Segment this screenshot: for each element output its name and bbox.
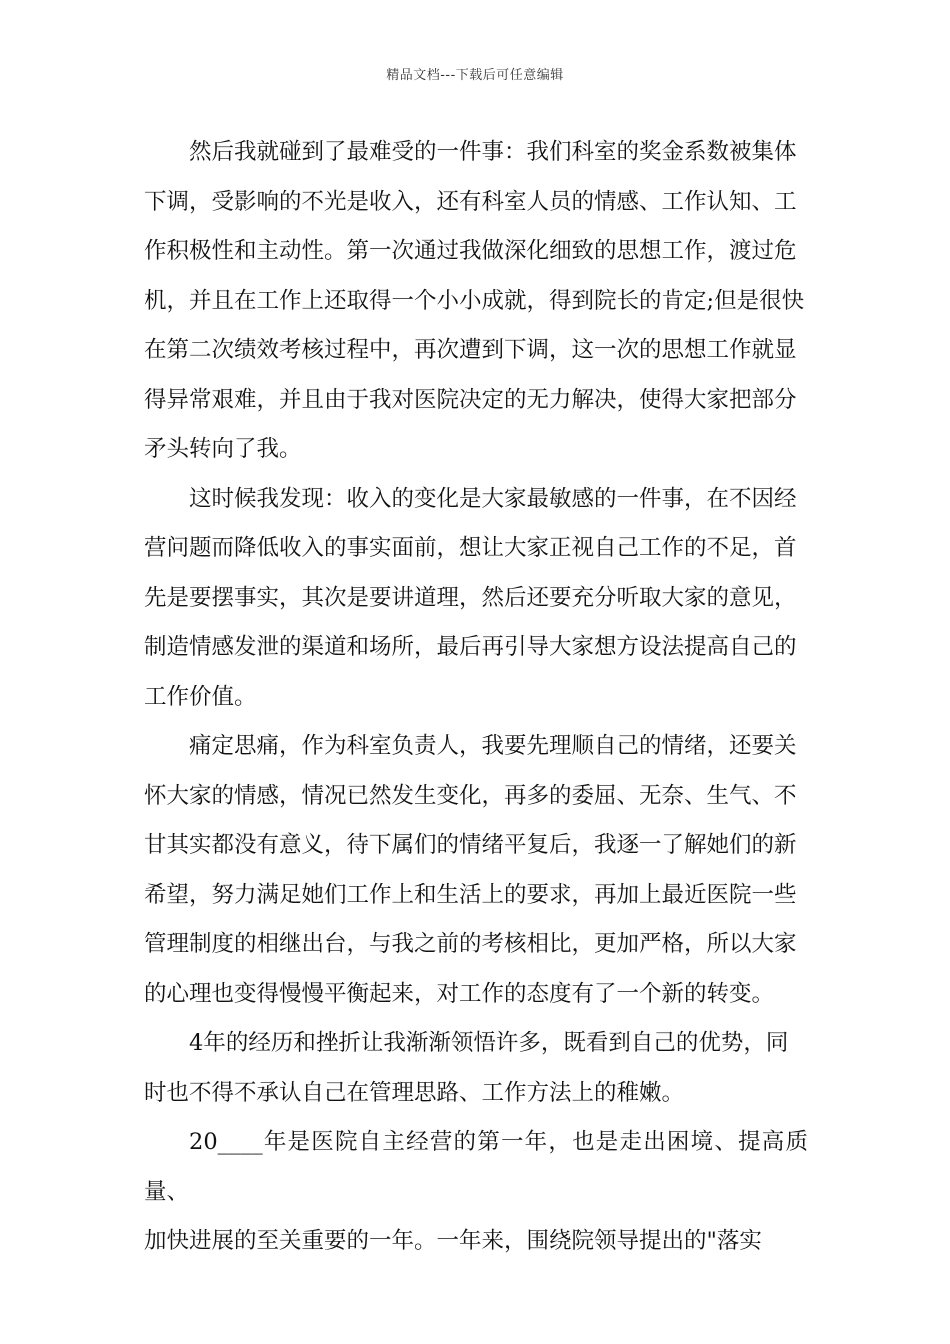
text-line: 工作价值。: [144, 683, 257, 710]
text-line: 怀大家的情感，情况已然发生变化，再多的委屈、无奈、生气、不: [144, 782, 797, 809]
text-line: 时也不得不承认自己在管理思路、工作方法上的稚嫩。: [144, 1079, 685, 1106]
text-line: 然后我就碰到了最难受的一件事：我们科室的奖金系数被集体: [189, 139, 797, 165]
paragraph: [144, 128, 808, 475]
text-line: 得异常艰难，并且由于我对医院决定的无力解决，使得大家把部分: [144, 386, 797, 413]
text-line: 矛头转向了我。: [144, 436, 302, 462]
text-line: 制造情感发泄的渠道和场所，最后再引导大家想方设法提高自己的: [144, 634, 797, 660]
paragraph: [144, 1118, 808, 1267]
document-body: [144, 128, 808, 1267]
text-line: 在第二次绩效考核过程中，再次遭到下调，这一次的思想工作就显: [144, 337, 797, 363]
paragraph: [144, 475, 808, 723]
text-line: 下调，受影响的不光是收入，还有科室人员的情感、工作认知、工: [144, 188, 797, 215]
text-line: 痛定思痛，作为科室负责人，我要先理顺自己的情绪，还要关: [189, 733, 797, 759]
text-line: 20____年是医院自主经营的第一年，也是走出困境、提高质量、: [144, 1129, 808, 1205]
text-line: 先是要摆事实，其次是要讲道理，然后还要充分听取大家的意见，: [144, 584, 797, 611]
page-header: 精品文档---下载后可任意编辑: [386, 68, 564, 83]
text-line: 希望，努力满足她们工作上和生活上的要求，再加上最近医院一些: [144, 881, 797, 908]
text-line: 机，并且在工作上还取得一个小小成就，得到院长的肯定;但是很快: [144, 287, 805, 314]
paragraph: [144, 1019, 808, 1118]
text-line: 这时候我发现：收入的变化是大家最敏感的一件事，在不因经: [189, 485, 797, 512]
text-line: 作积极性和主动性。第一次通过我做深化细致的思想工作，渡过危: [144, 238, 797, 264]
text-line: 管理制度的相继出台，与我之前的考核相比，更加严格，所以大家: [144, 931, 797, 957]
text-line: 营问题而降低收入的事实面前，想让大家正视自己工作的不足，首: [144, 535, 797, 561]
text-line: 的心理也变得慢慢平衡起来，对工作的态度有了一个新的转变。: [144, 980, 775, 1007]
text-line: 加快进展的至关重要的一年。一年来，围绕院领导提出的"落实: [144, 1228, 762, 1254]
text-line: 4年的经历和挫折让我渐渐领悟许多，既看到自己的优势，同: [189, 1030, 789, 1056]
text-line: 甘其实都没有意义，待下属们的情绪平复后，我逐一了解她们的新: [144, 832, 797, 858]
paragraph: [144, 722, 808, 1019]
